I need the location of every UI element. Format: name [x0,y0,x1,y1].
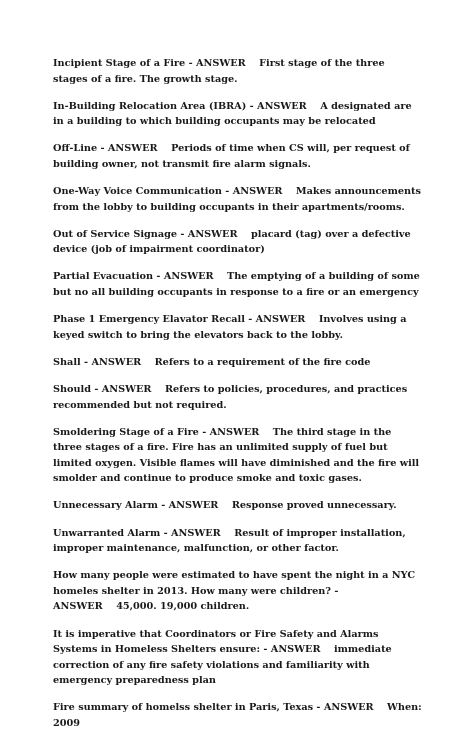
entry-definition: placard (tag) over a defective device (job of impairment coordinator) [53,228,411,256]
entry-term: Should - ANSWER [53,383,152,395]
entry-nyc-shelter-question [53,568,422,615]
entry-definition: Refers to a requirement of the fire code [154,356,371,368]
entry-unwarranted-alarm [53,526,422,557]
entry-term: Incipient Stage of a Fire - ANSWER [53,58,246,69]
entry-term: One-Way Voice Communication - ANSWER [53,186,283,198]
entry-should [53,382,422,413]
entry-term: Out of Service Signage - ANSWER [53,228,238,240]
entry-definition: When: 2009 [53,702,422,729]
entry-incipient-stage [53,56,422,87]
entry-definition: The emptying of a building of some but no all building occupants in response to a fire or an emergency [53,271,420,299]
entry-definition: immediate correction of any fire safety violations and familiarity with emergency preparedness plan [53,644,392,687]
entry-term: In-Building Relocation Area (IBRA) - ANSWER [53,100,307,112]
entry-term: Shall - ANSWER [53,356,142,368]
entry-term: Unwarranted Alarm - ANSWER [53,527,221,539]
entry-shall [53,355,422,371]
entry-definition: First stage of the three stages of a fire. The growth stage. [53,58,385,85]
entry-out-of-service-signage [53,227,422,258]
entry-coordinators-ensure [53,627,422,689]
entry-definition: 45,000. 19,000 children. [116,601,250,613]
entry-one-way-voice [53,184,422,215]
entry-term: Partial Evacuation - ANSWER [53,271,214,283]
entry-ibra [53,99,422,130]
entry-unnecessary-alarm [53,498,422,514]
entry-partial-evacuation [53,269,422,300]
entry-term: Phase 1 Emergency Elavator Recall - ANSWER [53,314,306,326]
entry-definition: Involves using a keyed switch to bring the elevators back to the lobby. [53,314,407,341]
entry-definition: Makes announcements from the lobby to building occupants in their apartments/rooms. [53,186,421,213]
entry-definition: A designated are in a building to which building occupants may be relocated [53,100,412,128]
entry-definition: Refers to policies, procedures, and practices recommended but not required. [53,383,408,411]
entry-term: Smoldering Stage of a Fire - ANSWER [53,426,260,438]
entry-term: Unnecessary Alarm - ANSWER [53,500,219,512]
entry-term: Off-Line - ANSWER [53,143,158,155]
entry-off-line [53,141,422,172]
entry-paris-texas-summary [53,700,422,731]
entry-phase-1-recall [53,312,422,343]
entry-definition: Response proved unnecessary. [231,500,397,512]
entry-definition: Periods of time when CS will, per request of building owner, not transmit fire alarm signals. [53,143,410,170]
entry-term: It is imperative that Coordinators or Fire Safety and Alarms Systems in Homeless Shelters ensure: - ANSWER [53,628,379,656]
entry-definition: The third stage in the three stages of a fire. Fire has an unlimited supply of fuel but limited oxygen. Visible flames will have diminished and the fire will smolder and continue to produce smoke and toxic gases. [53,426,420,485]
entry-term: How many people were estimated to have spent the night in a NYC homeles shelter in 2013. How many were children? - ANSWER [53,570,416,613]
entry-term: Fire summary of homelss shelter in Paris, Texas - ANSWER [53,702,374,714]
entry-smoldering-stage [53,425,422,487]
entry-definition: Result of improper installation, improper maintenance, malfunction, or other factor. [53,527,406,555]
